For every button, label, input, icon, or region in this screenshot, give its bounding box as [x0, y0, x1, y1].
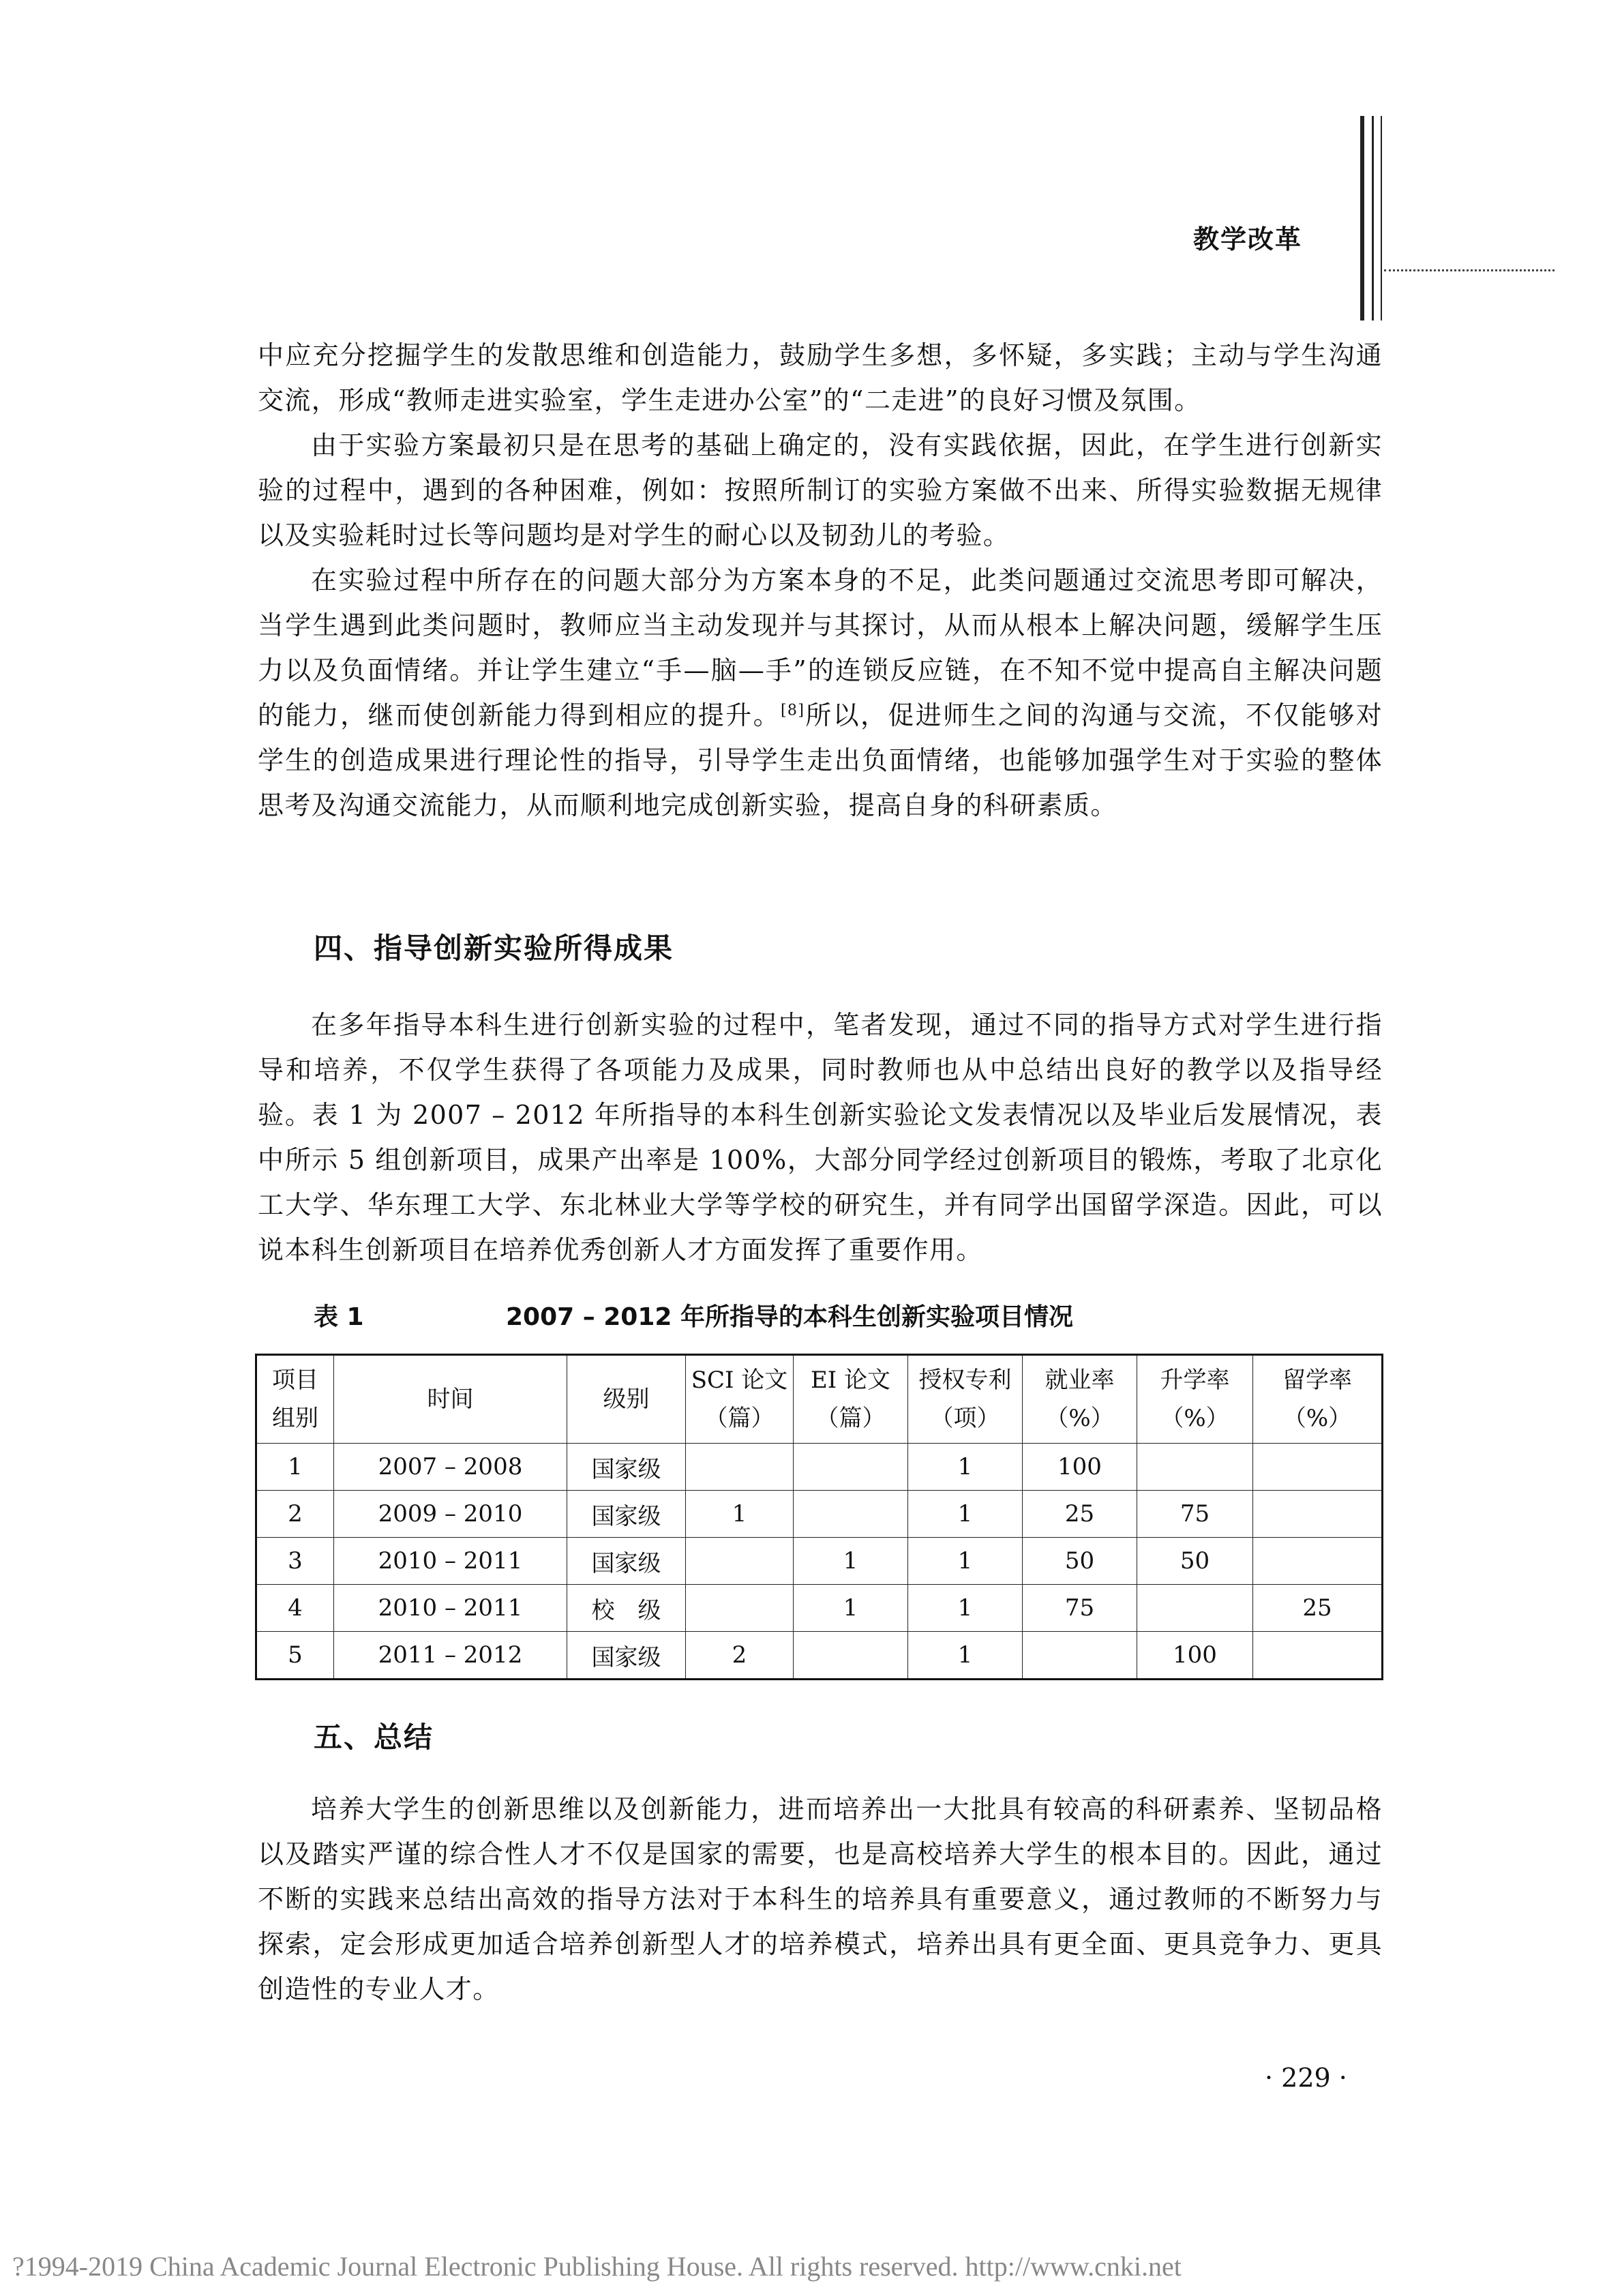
- cell-sci: [686, 1538, 794, 1585]
- table-caption-title: 2007 – 2012 年所指导的本科生创新实验项目情况: [506, 1303, 1073, 1331]
- table-row: [256, 1491, 1383, 1538]
- cell-abroad: [1253, 1632, 1383, 1680]
- cell-employ: 100: [1023, 1444, 1137, 1491]
- cell-level: 校 级: [567, 1585, 686, 1632]
- cell-employ: [1023, 1632, 1137, 1680]
- cell-employ: 25: [1023, 1491, 1137, 1538]
- header-rule-thick: [1360, 116, 1364, 320]
- paragraph-communication-part-b: 所以，促进师生之间的沟通与交流，不仅能够对学生的创造成果进行理论性的指导，引导学生走出负面情绪，也能够加强学生对于实验的整体思考及沟通交流能力，从而顺利地完成创新实验，提高自身的科研素质。: [258, 700, 1383, 820]
- cell-group: 5: [256, 1632, 334, 1680]
- header-rule-thin: [1381, 116, 1382, 320]
- cell-sci: 2: [686, 1632, 794, 1680]
- cell-patent: 1: [908, 1585, 1023, 1632]
- th-employ: 就业率 （%）: [1023, 1355, 1137, 1444]
- cell-patent: 1: [908, 1632, 1023, 1680]
- results-table: [255, 1354, 1383, 1680]
- cell-sci: [686, 1585, 794, 1632]
- table-caption-number: 表 1: [314, 1303, 364, 1331]
- th-abroad: 留学率 （%）: [1253, 1355, 1383, 1444]
- running-header-section: 教学改革: [1193, 224, 1303, 254]
- cell-abroad: [1253, 1444, 1383, 1491]
- cell-ei: [794, 1632, 908, 1680]
- th-time: 时间: [334, 1355, 567, 1444]
- cell-level: 国家级: [567, 1444, 686, 1491]
- cell-ei: [794, 1444, 908, 1491]
- citation-ref[interactable]: [8]: [780, 702, 805, 719]
- cell-group: 2: [256, 1491, 334, 1538]
- page-number: · 229 ·: [1265, 2063, 1347, 2093]
- table-row: [256, 1444, 1383, 1491]
- cell-group: 3: [256, 1538, 334, 1585]
- table-row: [256, 1585, 1383, 1632]
- cell-ei: 1: [794, 1538, 908, 1585]
- header-rule-medium: [1372, 116, 1374, 320]
- section-heading-summary: 五、总结: [314, 1720, 434, 1754]
- cell-employ: 50: [1023, 1538, 1137, 1585]
- cell-time: 2007 – 2008: [334, 1444, 567, 1491]
- paragraph-results: 在多年指导本科生进行创新实验的过程中，笔者发现，通过不同的指导方式对学生进行指导和培养，不仅学生获得了各项能力及成果，同时教师也从中总结出良好的教学以及指导经验。表 1 为 2007 – 2012 年所指导的本科生创新实验论文发表情况以及毕业后发展情况，表中所示 5 组创新项目，成果产出率是 100%，大部分同学经过创新项目的锻炼，考取了北京化工大学、华东理工大学、东北林业大学等学校的研究生，并有同学出国留学深造。因此，可以说本科生创新项目在培养优秀创新人才方面发挥了重要作用。: [258, 1010, 1383, 1265]
- cell-group: 1: [256, 1444, 334, 1491]
- cell-further: 75: [1137, 1491, 1253, 1538]
- paragraph-difficulties: 由于实验方案最初只是在思考的基础上确定的，没有实践依据，因此，在学生进行创新实验的过程中，遇到的各种困难，例如：按照所制订的实验方案做不出来、所得实验数据无规律以及实验耗时过长等问题均是对学生的耐心以及韧劲儿的考验。: [258, 430, 1383, 550]
- cell-further: 100: [1137, 1632, 1253, 1680]
- section-heading-results: 四、指导创新实验所得成果: [314, 931, 674, 965]
- cell-employ: 75: [1023, 1585, 1137, 1632]
- cell-time: 2009 – 2010: [334, 1491, 567, 1538]
- cell-level: 国家级: [567, 1491, 686, 1538]
- cell-abroad: 25: [1253, 1585, 1383, 1632]
- th-sci: SCI 论文 （篇）: [686, 1355, 794, 1444]
- th-ei: EI 论文 （篇）: [794, 1355, 908, 1444]
- th-further: 升学率 （%）: [1137, 1355, 1253, 1444]
- cell-time: 2011 – 2012: [334, 1632, 567, 1680]
- cell-sci: 1: [686, 1491, 794, 1538]
- paragraph-summary: 培养大学生的创新思维以及创新能力，进而培养出一大批具有较高的科研素养、坚韧品格以及踏实严谨的综合性人才不仅是国家的需要，也是高校培养大学生的根本目的。因此，通过不断的实践来总结出高效的指导方法对于本科生的培养具有重要意义，通过教师的不断努力与探索，定会形成更加适合培养创新型人才的培养模式，培养出具有更全面、更具竞争力、更具创造性的专业人才。: [258, 1794, 1383, 2004]
- th-patent: 授权专利 （项）: [908, 1355, 1023, 1444]
- cell-ei: 1: [794, 1585, 908, 1632]
- cell-patent: 1: [908, 1538, 1023, 1585]
- cell-ei: [794, 1491, 908, 1538]
- cell-level: 国家级: [567, 1538, 686, 1585]
- cell-abroad: [1253, 1538, 1383, 1585]
- paragraph-communication: [258, 558, 1383, 828]
- paragraph-communication-part-a: 在实验过程中所存在的问题大部分为方案本身的不足，此类问题通过交流思考即可解决，当学生遇到此类问题时，教师应当主动发现并与其探讨，从而从根本上解决问题，缓解学生压力以及负面情绪。并让学生建立“手—脑—手”的连锁反应链，在不知不觉中提高自主解决问题的能力，继而使创新能力得到相应的提升。: [258, 565, 1383, 730]
- cell-sci: [686, 1444, 794, 1491]
- table-header-row: [256, 1355, 1383, 1444]
- cell-time: 2010 – 2011: [334, 1538, 567, 1585]
- cell-patent: 1: [908, 1444, 1023, 1491]
- table-row: [256, 1632, 1383, 1680]
- cell-further: [1137, 1444, 1253, 1491]
- cell-level: 国家级: [567, 1632, 686, 1680]
- cell-patent: 1: [908, 1491, 1023, 1538]
- copyright-watermark: ?1994-2019 China Academic Journal Electronic Publishing House. All rights reserved. http://www.cnki.net: [12, 2251, 1182, 2282]
- cell-further: [1137, 1585, 1253, 1632]
- th-level: 级别: [567, 1355, 686, 1444]
- cell-time: 2010 – 2011: [334, 1585, 567, 1632]
- header-dotted-rule: [1384, 269, 1555, 271]
- table-row: [256, 1538, 1383, 1585]
- cell-group: 4: [256, 1585, 334, 1632]
- th-group: 项目 组别: [256, 1355, 334, 1444]
- paragraph-continuation: 中应充分挖掘学生的发散思维和创造能力，鼓励学生多想，多怀疑，多实践；主动与学生沟通交流，形成“教师走进实验室，学生走进办公室”的“二走进”的良好习惯及氛围。: [258, 340, 1383, 415]
- cell-further: 50: [1137, 1538, 1253, 1585]
- cell-abroad: [1253, 1491, 1383, 1538]
